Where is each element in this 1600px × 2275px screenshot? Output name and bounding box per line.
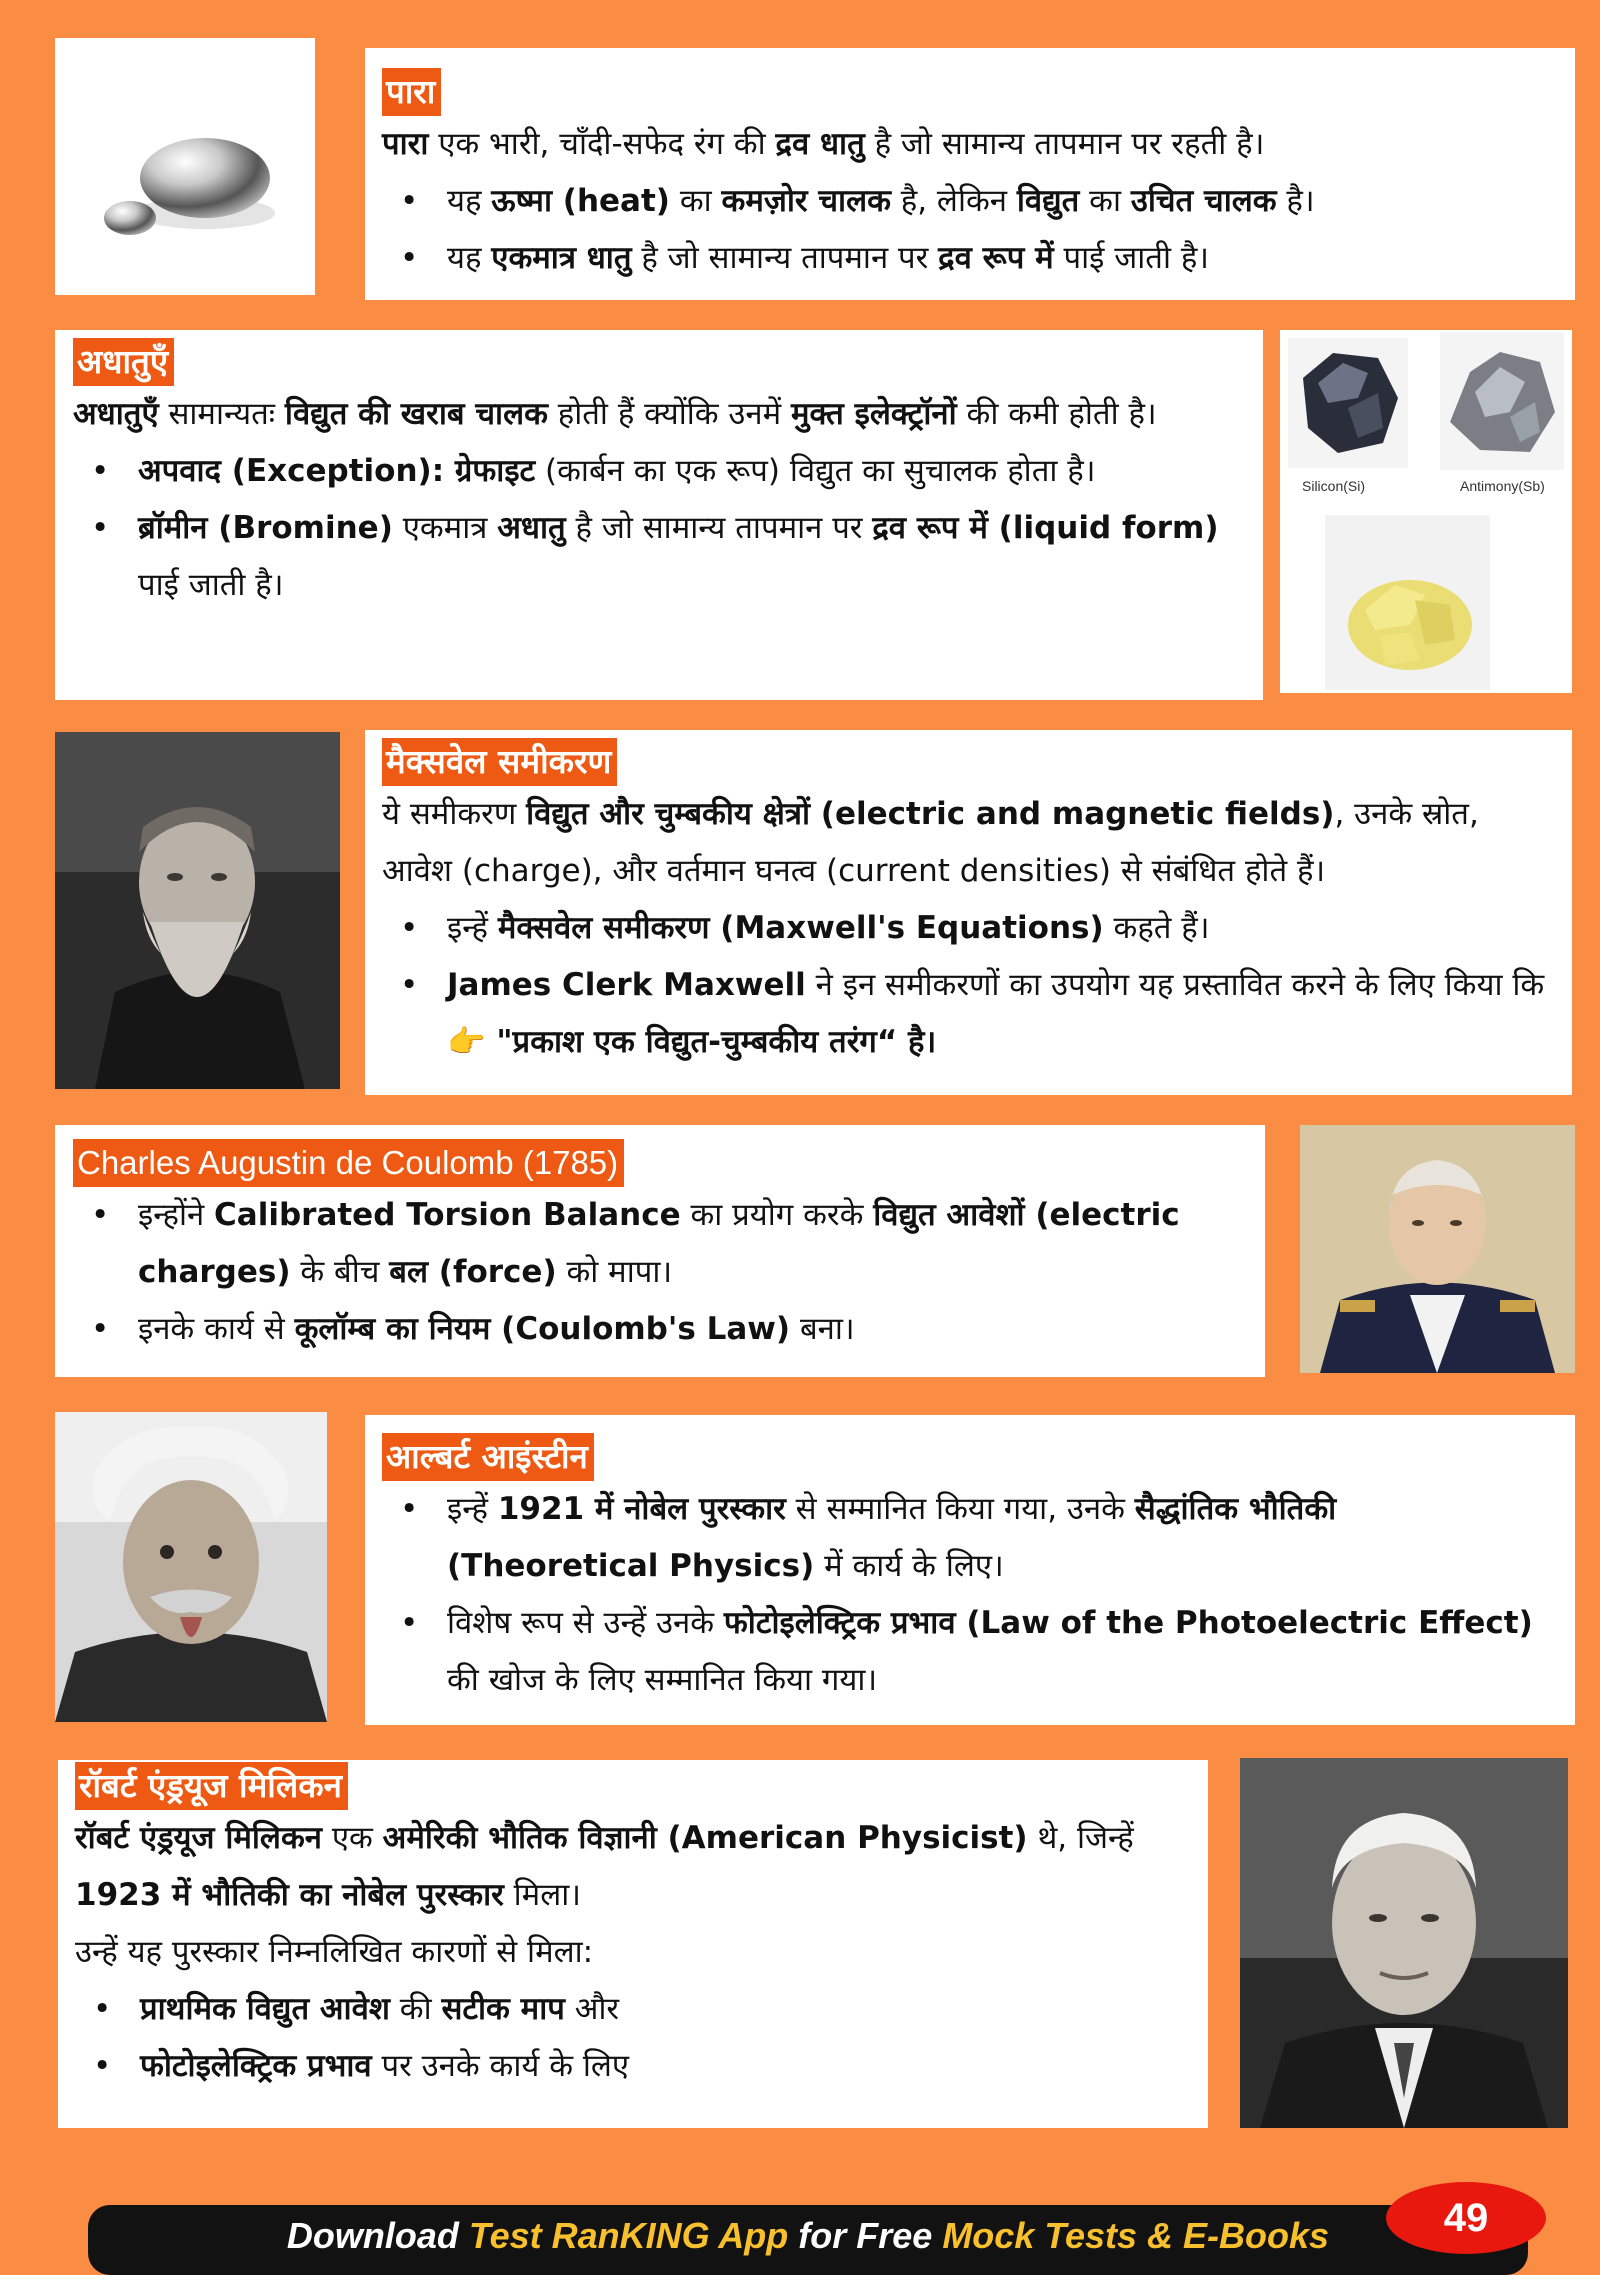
bold-text: मैक्सवेल समीकरण (Maxwell's Equations) (497, 910, 1104, 946)
einstein-card (365, 1415, 1575, 1725)
list-item (75, 1981, 1178, 2038)
page-number-badge: 49 (1386, 2182, 1546, 2254)
list-item (382, 173, 1575, 230)
maxwell-bullets (382, 900, 1547, 1071)
bold-text: अमेरिकी भौतिक विज्ञानी (American Physicist) (382, 1820, 1028, 1856)
text-segment: एकमात्र (392, 510, 498, 546)
list-item (73, 1187, 1225, 1301)
maxwell-intro (382, 786, 1547, 900)
bold-text: रॉबर्ट एंड्रयूज मिलिकन (75, 1820, 322, 1856)
text-segment: है जो सामान्य तापमान पर (631, 240, 939, 276)
nonmetals-bullets (73, 443, 1233, 614)
millikan-card (58, 1760, 1208, 2128)
list-item (73, 500, 1233, 614)
highlight-text: Mock Tests & E-Books (942, 2215, 1330, 2256)
text-segment: थे, जिन्हें (1027, 1820, 1134, 1856)
maxwell-card (365, 730, 1572, 1095)
text-segment: का (669, 183, 722, 219)
text-segment: इन्होंने (138, 1197, 215, 1233)
maxwell-portrait (55, 732, 340, 1089)
pointing-hand-icon: 👉 (447, 1024, 486, 1060)
bold-text: ऊष्मा (heat) (491, 183, 670, 219)
bold-text: अपवाद (Exception): ग्रेफाइट (138, 453, 536, 489)
footer-banner[interactable] (88, 2205, 1528, 2275)
bold-text: मुक्त इलेक्ट्रॉनों (791, 396, 957, 432)
text-segment: एक (321, 1820, 383, 1856)
text-segment: ने इन समीकरणों का उपयोग यह प्रस्तावित करने के लिए किया कि (805, 967, 1545, 1003)
nonmetals-card (55, 330, 1263, 700)
highlight-text: Test RanKING App (468, 2215, 789, 2256)
section-title: Charles Augustin de Coulomb (1785) (73, 1139, 624, 1187)
list-item (73, 443, 1233, 500)
mercury-image (55, 38, 315, 295)
text-segment: से सम्मानित किया गया, उनके (785, 1491, 1135, 1527)
text-segment: की (389, 1991, 442, 2027)
text-segment: Download (286, 2215, 469, 2256)
text-segment: इन्हें (447, 1491, 498, 1527)
text-segment: को मापा। (556, 1254, 673, 1290)
text-segment: इन्हें (447, 910, 498, 946)
coulomb-card (55, 1125, 1265, 1377)
einstein-portrait (55, 1412, 327, 1722)
bold-text: सटीक माप (441, 1991, 565, 2027)
silicon-image (1288, 338, 1408, 468)
text-segment: (कार्बन का एक रूप) विद्युत का सुचालक होता है। (535, 453, 1096, 489)
text-segment: होती हैं क्योंकि उनमें (547, 396, 792, 432)
mercury-intro (382, 116, 1575, 173)
text-segment: है जो सामान्य तापमान पर रहती है। (864, 126, 1265, 162)
text-segment: एक भारी, चाँदी-सफेद रंग की (428, 126, 776, 162)
text-segment: इनके कार्य से (138, 1311, 295, 1347)
antimony-image (1440, 332, 1564, 470)
bold-text: अधातु (497, 510, 566, 546)
text-segment: में कार्य के लिए। (814, 1548, 1004, 1584)
bold-text: ब्रॉमीन (Bromine) (138, 510, 393, 546)
bold-text: बल (force) (389, 1254, 557, 1290)
bold-text: 1921 में नोबेल पुरस्कार (497, 1491, 786, 1527)
bold-text: James Clerk Maxwell (447, 967, 806, 1003)
text-segment: for Free (788, 2215, 943, 2256)
text-segment: की कमी होती है। (956, 396, 1157, 432)
millikan-intro-2: उन्हें यह पुरस्कार निम्नलिखित कारणों से मिला: (75, 1934, 594, 1970)
bold-text: कूलॉम्ब का नियम (Coulomb's Law) (294, 1311, 791, 1347)
bold-text: प्राथमिक विद्युत आवेश (140, 1991, 390, 2027)
silicon-caption: Silicon(Si) (1302, 478, 1366, 494)
millikan-portrait (1240, 1758, 1568, 2128)
nonmetals-intro (73, 386, 1233, 443)
text-segment: , उनके स्रोत, आवेश (charge), और वर्तमान घनत्व (current densities) से संबंधित होते हैं। (382, 796, 1479, 889)
bold-text: फोटोइलेक्ट्रिक प्रभाव (140, 2048, 372, 2084)
mercury-card (365, 48, 1575, 300)
section-title: रॉबर्ट एंड्रयूज मिलिकन (75, 1762, 348, 1810)
bold-text: विद्युत और चुम्बकीय क्षेत्रों (electric and magnetic fields) (526, 796, 1335, 832)
bold-text: "प्रकाश एक विद्युत-चुम्बकीय तरंग“ है। (485, 1024, 937, 1060)
bold-text: अधातुएँ (73, 396, 159, 432)
bold-text: फोटोइलेक्ट्रिक प्रभाव (Law of the Photoelectric Effect) (723, 1605, 1533, 1641)
list-item (382, 230, 1575, 287)
bold-text: द्रव धातु (775, 126, 865, 162)
millikan-intro (75, 1810, 1178, 1924)
text-segment: कहते हैं। (1103, 910, 1210, 946)
bold-text: पारा (382, 126, 429, 162)
bold-text: विद्युत आवेशों (electric charges) (138, 1197, 1180, 1290)
list-item (382, 900, 1547, 957)
list-item (382, 1595, 1555, 1709)
coulomb-portrait (1300, 1125, 1575, 1373)
text-segment: पाई जाती है। (1053, 240, 1210, 276)
section-title: मैक्सवेल समीकरण (382, 738, 617, 786)
text-segment: पाई जाती है। (138, 567, 284, 603)
antimony-caption: Antimony(Sb) (1460, 478, 1545, 494)
section-title: पारा (382, 68, 441, 116)
text-segment: का प्रयोग करके (680, 1197, 874, 1233)
text-segment: सामान्यतः (158, 396, 285, 432)
bold-text: विद्युत (1016, 183, 1080, 219)
text-segment: बना। (790, 1311, 855, 1347)
text-segment: की खोज के लिए सम्मानित किया गया। (447, 1662, 878, 1698)
section-title: आल्बर्ट आइंस्टीन (382, 1433, 594, 1481)
einstein-bullets (382, 1481, 1555, 1709)
text-segment: का (1079, 183, 1131, 219)
text-segment: मिला। (503, 1877, 582, 1913)
bold-text: कमज़ोर चालक (721, 183, 891, 219)
text-segment: यह (447, 183, 492, 219)
text-segment: है जो सामान्य तापमान पर (565, 510, 873, 546)
bold-text: एकमात्र धातु (491, 240, 632, 276)
bold-text: 1923 में भौतिकी का नोबेल पुरस्कार (75, 1877, 504, 1913)
list-item (73, 1301, 1225, 1358)
bold-text: द्रव रूप में (938, 240, 1054, 276)
list-item (382, 957, 1547, 1071)
text-segment: विशेष रूप से उन्हें उनके (447, 1605, 724, 1641)
list-item (75, 2038, 1178, 2095)
millikan-bullets (75, 1981, 1178, 2095)
text-segment: और (564, 1991, 620, 2027)
bold-text: विद्युत की खराब चालक (284, 396, 548, 432)
bold-text: उचित चालक (1130, 183, 1277, 219)
list-item (382, 1481, 1555, 1595)
section-title: अधातुएँ (73, 338, 174, 386)
sulfur-image (1325, 515, 1490, 690)
nonmetals-image-panel (1280, 330, 1572, 693)
mercury-bullets (382, 173, 1575, 287)
text-segment: यह (447, 240, 492, 276)
bold-text: Calibrated Torsion Balance (214, 1197, 681, 1233)
bold-text: द्रव रूप में (liquid form) (872, 510, 1219, 546)
text-segment: ये समीकरण (382, 796, 527, 832)
text-segment: के बीच (290, 1254, 390, 1290)
text-segment: पर उनके कार्य के लिए (371, 2048, 630, 2084)
bold-text: सैद्धांतिक भौतिकी (Theoretical Physics) (447, 1491, 1337, 1584)
text-segment: है। (1276, 183, 1315, 219)
text-segment: है, लेकिन (890, 183, 1017, 219)
coulomb-bullets (73, 1187, 1225, 1358)
